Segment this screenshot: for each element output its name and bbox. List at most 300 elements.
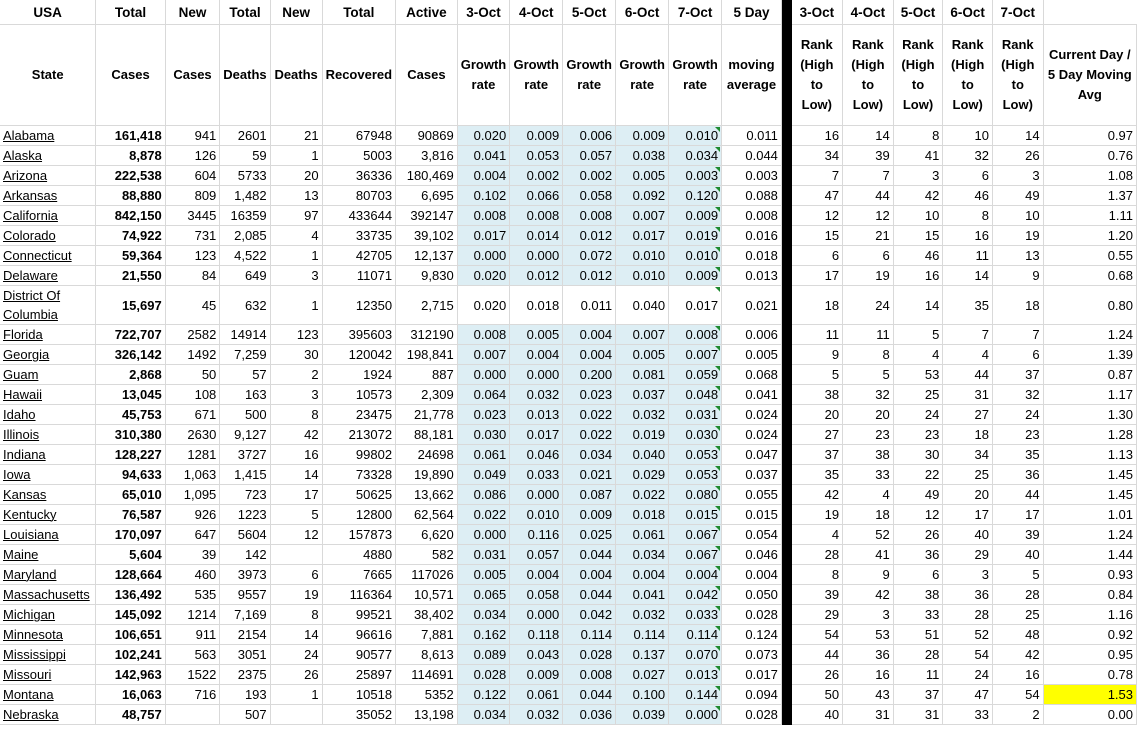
g6-cell[interactable]: 0.019 [616, 425, 669, 445]
g7-cell[interactable]: 0.000 [669, 705, 722, 725]
g3-cell[interactable]: 0.008 [457, 325, 510, 345]
state-link[interactable]: Maine [3, 547, 39, 562]
state-cell[interactable] [0, 565, 96, 585]
r3-cell[interactable]: 44 [791, 645, 843, 665]
column-subheader[interactable]: Rank (High to Low) [893, 25, 943, 126]
r5-cell[interactable]: 3 [893, 166, 943, 186]
table-row[interactable] [0, 286, 1137, 325]
ma-cell[interactable]: 0.028 [722, 605, 782, 625]
active-cell[interactable]: 2,309 [396, 385, 458, 405]
g7-cell[interactable]: 0.042 [669, 585, 722, 605]
total_cases-cell[interactable]: 102,241 [96, 645, 165, 665]
g3-cell[interactable]: 0.102 [457, 186, 510, 206]
total_cases-cell[interactable]: 106,651 [96, 625, 165, 645]
table-row[interactable] [0, 226, 1137, 246]
new_deaths-cell[interactable]: 1 [270, 286, 322, 325]
g4-cell[interactable]: 0.000 [510, 365, 563, 385]
g6-cell[interactable]: 0.009 [616, 126, 669, 146]
g7-cell[interactable]: 0.004 [669, 565, 722, 585]
column-header[interactable]: 5-Oct [563, 0, 616, 25]
r6-cell[interactable]: 27 [943, 405, 993, 425]
total_cases-cell[interactable]: 5,604 [96, 545, 165, 565]
new_deaths-cell[interactable]: 14 [270, 625, 322, 645]
r4-cell[interactable]: 3 [843, 605, 894, 625]
recovered-cell[interactable]: 213072 [322, 425, 395, 445]
g5-cell[interactable]: 0.011 [563, 286, 616, 325]
g5-cell[interactable]: 0.023 [563, 385, 616, 405]
new_deaths-cell[interactable]: 26 [270, 665, 322, 685]
column-header[interactable]: 4-Oct [510, 0, 563, 25]
r3-cell[interactable]: 7 [791, 166, 843, 186]
g3-cell[interactable]: 0.020 [457, 126, 510, 146]
g4-cell[interactable]: 0.043 [510, 645, 563, 665]
ma-cell[interactable]: 0.055 [722, 485, 782, 505]
new_deaths-cell[interactable]: 2 [270, 365, 322, 385]
state-cell[interactable] [0, 365, 96, 385]
new_deaths-cell[interactable]: 6 [270, 565, 322, 585]
column-header[interactable]: 7-Oct [669, 0, 722, 25]
g3-cell[interactable]: 0.162 [457, 625, 510, 645]
active-cell[interactable]: 38,402 [396, 605, 458, 625]
column-header[interactable]: 6-Oct [943, 0, 993, 25]
total_deaths-cell[interactable]: 5733 [220, 166, 270, 186]
r4-cell[interactable]: 4 [843, 485, 894, 505]
r5-cell[interactable]: 23 [893, 425, 943, 445]
table-row[interactable] [0, 625, 1137, 645]
r3-cell[interactable]: 47 [791, 186, 843, 206]
r4-cell[interactable]: 24 [843, 286, 894, 325]
table-row[interactable] [0, 705, 1137, 725]
r7-cell[interactable]: 36 [992, 465, 1043, 485]
r7-cell[interactable]: 35 [992, 445, 1043, 465]
g6-cell[interactable]: 0.005 [616, 345, 669, 365]
state-link[interactable]: Maryland [3, 567, 57, 582]
state-link[interactable]: Alaska [3, 148, 43, 163]
state-cell[interactable] [0, 585, 96, 605]
new_deaths-cell[interactable]: 1 [270, 246, 322, 266]
ratio-cell[interactable]: 1.37 [1043, 186, 1136, 206]
g6-cell[interactable]: 0.027 [616, 665, 669, 685]
g5-cell[interactable]: 0.008 [563, 665, 616, 685]
state-link[interactable]: Kansas [3, 487, 47, 502]
recovered-cell[interactable]: 23475 [322, 405, 395, 425]
r6-cell[interactable]: 46 [943, 186, 993, 206]
column-subheader[interactable]: Rank (High to Low) [943, 25, 993, 126]
ratio-cell[interactable]: 1.24 [1043, 525, 1136, 545]
new_cases-cell[interactable]: 460 [165, 565, 220, 585]
recovered-cell[interactable]: 7665 [322, 565, 395, 585]
g7-cell[interactable]: 0.010 [669, 126, 722, 146]
table-row[interactable] [0, 605, 1137, 625]
total_deaths-cell[interactable]: 163 [220, 385, 270, 405]
state-link[interactable]: Florida [3, 327, 43, 342]
g7-cell[interactable]: 0.059 [669, 365, 722, 385]
total_deaths-cell[interactable]: 193 [220, 685, 270, 705]
total_deaths-cell[interactable]: 2154 [220, 625, 270, 645]
table-row[interactable] [0, 565, 1137, 585]
r4-cell[interactable]: 12 [843, 206, 894, 226]
ratio-cell[interactable]: 0.84 [1043, 585, 1136, 605]
active-cell[interactable]: 39,102 [396, 226, 458, 246]
r5-cell[interactable]: 12 [893, 505, 943, 525]
recovered-cell[interactable]: 120042 [322, 345, 395, 365]
ma-cell[interactable]: 0.013 [722, 266, 782, 286]
g5-cell[interactable]: 0.044 [563, 545, 616, 565]
r7-cell[interactable]: 24 [992, 405, 1043, 425]
new_deaths-cell[interactable]: 1 [270, 146, 322, 166]
column-subheader[interactable]: Growth rate [510, 25, 563, 126]
g7-cell[interactable]: 0.008 [669, 325, 722, 345]
ratio-cell[interactable]: 1.28 [1043, 425, 1136, 445]
g6-cell[interactable]: 0.018 [616, 505, 669, 525]
g3-cell[interactable]: 0.041 [457, 146, 510, 166]
r3-cell[interactable]: 34 [791, 146, 843, 166]
active-cell[interactable]: 88,181 [396, 425, 458, 445]
ratio-cell[interactable]: 0.92 [1043, 625, 1136, 645]
column-subheader[interactable]: Cases [165, 25, 220, 126]
total_deaths-cell[interactable]: 3051 [220, 645, 270, 665]
total_cases-cell[interactable]: 74,922 [96, 226, 165, 246]
g7-cell[interactable]: 0.067 [669, 525, 722, 545]
r7-cell[interactable]: 5 [992, 565, 1043, 585]
r7-cell[interactable]: 28 [992, 585, 1043, 605]
total_deaths-cell[interactable]: 5604 [220, 525, 270, 545]
r4-cell[interactable]: 32 [843, 385, 894, 405]
total_cases-cell[interactable]: 722,707 [96, 325, 165, 345]
new_cases-cell[interactable]: 671 [165, 405, 220, 425]
g3-cell[interactable]: 0.049 [457, 465, 510, 485]
total_deaths-cell[interactable]: 9,127 [220, 425, 270, 445]
r3-cell[interactable]: 26 [791, 665, 843, 685]
active-cell[interactable]: 62,564 [396, 505, 458, 525]
ratio-cell[interactable]: 1.45 [1043, 485, 1136, 505]
state-link[interactable]: Guam [3, 367, 39, 382]
r7-cell[interactable]: 9 [992, 266, 1043, 286]
total_deaths-cell[interactable]: 649 [220, 266, 270, 286]
g6-cell[interactable]: 0.022 [616, 485, 669, 505]
recovered-cell[interactable]: 90577 [322, 645, 395, 665]
r4-cell[interactable]: 31 [843, 705, 894, 725]
state-link[interactable]: Mississippi [3, 647, 66, 662]
r5-cell[interactable]: 11 [893, 665, 943, 685]
r5-cell[interactable]: 22 [893, 465, 943, 485]
r4-cell[interactable]: 44 [843, 186, 894, 206]
state-link[interactable]: Massachusetts [3, 587, 90, 602]
new_deaths-cell[interactable]: 13 [270, 186, 322, 206]
r5-cell[interactable]: 42 [893, 186, 943, 206]
g4-cell[interactable]: 0.058 [510, 585, 563, 605]
g4-cell[interactable]: 0.066 [510, 186, 563, 206]
active-cell[interactable]: 180,469 [396, 166, 458, 186]
state-link[interactable]: Colorado [3, 228, 56, 243]
new_deaths-cell[interactable]: 5 [270, 505, 322, 525]
g5-cell[interactable]: 0.036 [563, 705, 616, 725]
state-link[interactable]: Alabama [3, 128, 55, 143]
r5-cell[interactable]: 25 [893, 385, 943, 405]
ma-cell[interactable]: 0.024 [722, 425, 782, 445]
table-row[interactable] [0, 246, 1137, 266]
recovered-cell[interactable]: 12350 [322, 286, 395, 325]
r5-cell[interactable]: 31 [893, 705, 943, 725]
r7-cell[interactable]: 44 [992, 485, 1043, 505]
g4-cell[interactable]: 0.116 [510, 525, 563, 545]
g5-cell[interactable]: 0.114 [563, 625, 616, 645]
table-row[interactable] [0, 325, 1137, 345]
ratio-cell[interactable]: 1.20 [1043, 226, 1136, 246]
state-link[interactable]: Delaware [3, 268, 58, 283]
state-cell[interactable] [0, 146, 96, 166]
g6-cell[interactable]: 0.037 [616, 385, 669, 405]
r7-cell[interactable]: 23 [992, 425, 1043, 445]
ratio-cell[interactable]: 0.55 [1043, 246, 1136, 266]
recovered-cell[interactable]: 36336 [322, 166, 395, 186]
recovered-cell[interactable]: 11071 [322, 266, 395, 286]
new_cases-cell[interactable]: 123 [165, 246, 220, 266]
state-cell[interactable] [0, 705, 96, 725]
state-link[interactable]: Georgia [3, 347, 50, 362]
r6-cell[interactable]: 6 [943, 166, 993, 186]
g4-cell[interactable]: 0.009 [510, 665, 563, 685]
g4-cell[interactable]: 0.002 [510, 166, 563, 186]
state-cell[interactable] [0, 186, 96, 206]
new_cases-cell[interactable]: 731 [165, 226, 220, 246]
g7-cell[interactable]: 0.009 [669, 206, 722, 226]
r3-cell[interactable]: 42 [791, 485, 843, 505]
g6-cell[interactable]: 0.061 [616, 525, 669, 545]
active-cell[interactable]: 582 [396, 545, 458, 565]
total_cases-cell[interactable]: 94,633 [96, 465, 165, 485]
table-row[interactable] [0, 126, 1137, 146]
recovered-cell[interactable]: 80703 [322, 186, 395, 206]
r3-cell[interactable]: 4 [791, 525, 843, 545]
g4-cell[interactable]: 0.013 [510, 405, 563, 425]
r6-cell[interactable]: 14 [943, 266, 993, 286]
new_deaths-cell[interactable]: 20 [270, 166, 322, 186]
column-header[interactable]: 3-Oct [457, 0, 510, 25]
g6-cell[interactable]: 0.114 [616, 625, 669, 645]
g5-cell[interactable]: 0.004 [563, 345, 616, 365]
r6-cell[interactable]: 52 [943, 625, 993, 645]
r3-cell[interactable]: 19 [791, 505, 843, 525]
total_cases-cell[interactable]: 170,097 [96, 525, 165, 545]
recovered-cell[interactable]: 116364 [322, 585, 395, 605]
new_deaths-cell[interactable]: 30 [270, 345, 322, 365]
r7-cell[interactable]: 10 [992, 206, 1043, 226]
r7-cell[interactable]: 13 [992, 246, 1043, 266]
total_deaths-cell[interactable]: 7,259 [220, 345, 270, 365]
r7-cell[interactable]: 42 [992, 645, 1043, 665]
state-cell[interactable] [0, 485, 96, 505]
table-row[interactable] [0, 365, 1137, 385]
g7-cell[interactable]: 0.017 [669, 286, 722, 325]
g6-cell[interactable]: 0.017 [616, 226, 669, 246]
recovered-cell[interactable]: 10573 [322, 385, 395, 405]
recovered-cell[interactable]: 99521 [322, 605, 395, 625]
g3-cell[interactable]: 0.086 [457, 485, 510, 505]
total_deaths-cell[interactable]: 9557 [220, 585, 270, 605]
table-row[interactable] [0, 186, 1137, 206]
state-link[interactable]: Illinois [3, 427, 40, 442]
r6-cell[interactable]: 29 [943, 545, 993, 565]
r4-cell[interactable]: 16 [843, 665, 894, 685]
active-cell[interactable]: 392147 [396, 206, 458, 226]
state-cell[interactable] [0, 166, 96, 186]
r3-cell[interactable]: 28 [791, 545, 843, 565]
ma-cell[interactable]: 0.011 [722, 126, 782, 146]
ratio-cell[interactable]: 1.01 [1043, 505, 1136, 525]
g4-cell[interactable]: 0.000 [510, 246, 563, 266]
recovered-cell[interactable]: 395603 [322, 325, 395, 345]
state-cell[interactable] [0, 645, 96, 665]
new_deaths-cell[interactable] [270, 545, 322, 565]
g6-cell[interactable]: 0.007 [616, 325, 669, 345]
r6-cell[interactable]: 40 [943, 525, 993, 545]
total_deaths-cell[interactable]: 2375 [220, 665, 270, 685]
ratio-cell[interactable]: 1.16 [1043, 605, 1136, 625]
column-subheader[interactable]: Deaths [270, 25, 322, 126]
r5-cell[interactable]: 53 [893, 365, 943, 385]
state-cell[interactable] [0, 126, 96, 146]
new_cases-cell[interactable]: 604 [165, 166, 220, 186]
r5-cell[interactable]: 6 [893, 565, 943, 585]
r5-cell[interactable]: 10 [893, 206, 943, 226]
column-header[interactable]: 5 Day [722, 0, 782, 25]
ma-cell[interactable]: 0.094 [722, 685, 782, 705]
r4-cell[interactable]: 7 [843, 166, 894, 186]
total_cases-cell[interactable]: 142,963 [96, 665, 165, 685]
new_cases-cell[interactable]: 563 [165, 645, 220, 665]
r5-cell[interactable]: 8 [893, 126, 943, 146]
g3-cell[interactable]: 0.028 [457, 665, 510, 685]
new_cases-cell[interactable]: 2582 [165, 325, 220, 345]
g5-cell[interactable]: 0.044 [563, 585, 616, 605]
recovered-cell[interactable]: 10518 [322, 685, 395, 705]
new_deaths-cell[interactable]: 17 [270, 485, 322, 505]
g4-cell[interactable]: 0.012 [510, 266, 563, 286]
g3-cell[interactable]: 0.022 [457, 505, 510, 525]
r5-cell[interactable]: 15 [893, 226, 943, 246]
column-header[interactable]: Active [396, 0, 458, 25]
new_cases-cell[interactable]: 1492 [165, 345, 220, 365]
g6-cell[interactable]: 0.032 [616, 405, 669, 425]
recovered-cell[interactable]: 67948 [322, 126, 395, 146]
r4-cell[interactable]: 41 [843, 545, 894, 565]
g4-cell[interactable]: 0.018 [510, 286, 563, 325]
r3-cell[interactable]: 8 [791, 565, 843, 585]
ma-cell[interactable]: 0.050 [722, 585, 782, 605]
ma-cell[interactable]: 0.003 [722, 166, 782, 186]
table-row[interactable] [0, 385, 1137, 405]
r6-cell[interactable]: 7 [943, 325, 993, 345]
g6-cell[interactable]: 0.010 [616, 266, 669, 286]
r6-cell[interactable]: 25 [943, 465, 993, 485]
r7-cell[interactable]: 18 [992, 286, 1043, 325]
new_cases-cell[interactable]: 2630 [165, 425, 220, 445]
g4-cell[interactable]: 0.061 [510, 685, 563, 705]
g5-cell[interactable]: 0.087 [563, 485, 616, 505]
r4-cell[interactable]: 21 [843, 226, 894, 246]
g7-cell[interactable]: 0.003 [669, 166, 722, 186]
state-cell[interactable] [0, 605, 96, 625]
state-cell[interactable] [0, 266, 96, 286]
g6-cell[interactable]: 0.137 [616, 645, 669, 665]
state-link[interactable]: Michigan [3, 607, 56, 622]
new_deaths-cell[interactable]: 12 [270, 525, 322, 545]
total_cases-cell[interactable]: 842,150 [96, 206, 165, 226]
total_cases-cell[interactable]: 8,878 [96, 146, 165, 166]
ma-cell[interactable]: 0.046 [722, 545, 782, 565]
total_cases-cell[interactable]: 326,142 [96, 345, 165, 365]
ma-cell[interactable]: 0.004 [722, 565, 782, 585]
table-row[interactable] [0, 166, 1137, 186]
active-cell[interactable]: 117026 [396, 565, 458, 585]
total_deaths-cell[interactable]: 1223 [220, 505, 270, 525]
g7-cell[interactable]: 0.053 [669, 445, 722, 465]
column-subheader[interactable]: Cases [96, 25, 165, 126]
recovered-cell[interactable]: 12800 [322, 505, 395, 525]
recovered-cell[interactable]: 42705 [322, 246, 395, 266]
g4-cell[interactable]: 0.032 [510, 705, 563, 725]
active-cell[interactable]: 24698 [396, 445, 458, 465]
r6-cell[interactable]: 54 [943, 645, 993, 665]
table-row[interactable] [0, 545, 1137, 565]
r4-cell[interactable]: 6 [843, 246, 894, 266]
active-cell[interactable]: 13,198 [396, 705, 458, 725]
active-cell[interactable]: 198,841 [396, 345, 458, 365]
g5-cell[interactable]: 0.022 [563, 425, 616, 445]
g3-cell[interactable]: 0.122 [457, 685, 510, 705]
total_deaths-cell[interactable]: 3973 [220, 565, 270, 585]
table-row[interactable] [0, 405, 1137, 425]
g7-cell[interactable]: 0.120 [669, 186, 722, 206]
r4-cell[interactable]: 36 [843, 645, 894, 665]
g6-cell[interactable]: 0.040 [616, 286, 669, 325]
column-header[interactable]: New [270, 0, 322, 25]
g7-cell[interactable]: 0.033 [669, 605, 722, 625]
g4-cell[interactable]: 0.008 [510, 206, 563, 226]
r3-cell[interactable]: 11 [791, 325, 843, 345]
column-header[interactable]: 3-Oct [791, 0, 843, 25]
ratio-cell[interactable]: 0.00 [1043, 705, 1136, 725]
r4-cell[interactable]: 53 [843, 625, 894, 645]
new_deaths-cell[interactable]: 123 [270, 325, 322, 345]
state-link[interactable]: Connecticut [3, 248, 72, 263]
r4-cell[interactable]: 52 [843, 525, 894, 545]
table-row[interactable] [0, 425, 1137, 445]
g5-cell[interactable]: 0.002 [563, 166, 616, 186]
g3-cell[interactable]: 0.064 [457, 385, 510, 405]
g3-cell[interactable]: 0.005 [457, 565, 510, 585]
g3-cell[interactable]: 0.020 [457, 266, 510, 286]
ratio-cell[interactable]: 0.97 [1043, 126, 1136, 146]
g3-cell[interactable]: 0.089 [457, 645, 510, 665]
new_cases-cell[interactable]: 716 [165, 685, 220, 705]
new_deaths-cell[interactable]: 42 [270, 425, 322, 445]
column-subheader[interactable]: Rank (High to Low) [843, 25, 894, 126]
column-subheader[interactable]: Growth rate [669, 25, 722, 126]
g3-cell[interactable]: 0.000 [457, 246, 510, 266]
table-row[interactable] [0, 146, 1137, 166]
r6-cell[interactable]: 4 [943, 345, 993, 365]
state-cell[interactable] [0, 685, 96, 705]
r3-cell[interactable]: 17 [791, 266, 843, 286]
column-header[interactable]: Total [220, 0, 270, 25]
state-link[interactable]: Indiana [3, 447, 46, 462]
r6-cell[interactable]: 24 [943, 665, 993, 685]
ma-cell[interactable]: 0.041 [722, 385, 782, 405]
active-cell[interactable]: 19,890 [396, 465, 458, 485]
new_cases-cell[interactable]: 3445 [165, 206, 220, 226]
